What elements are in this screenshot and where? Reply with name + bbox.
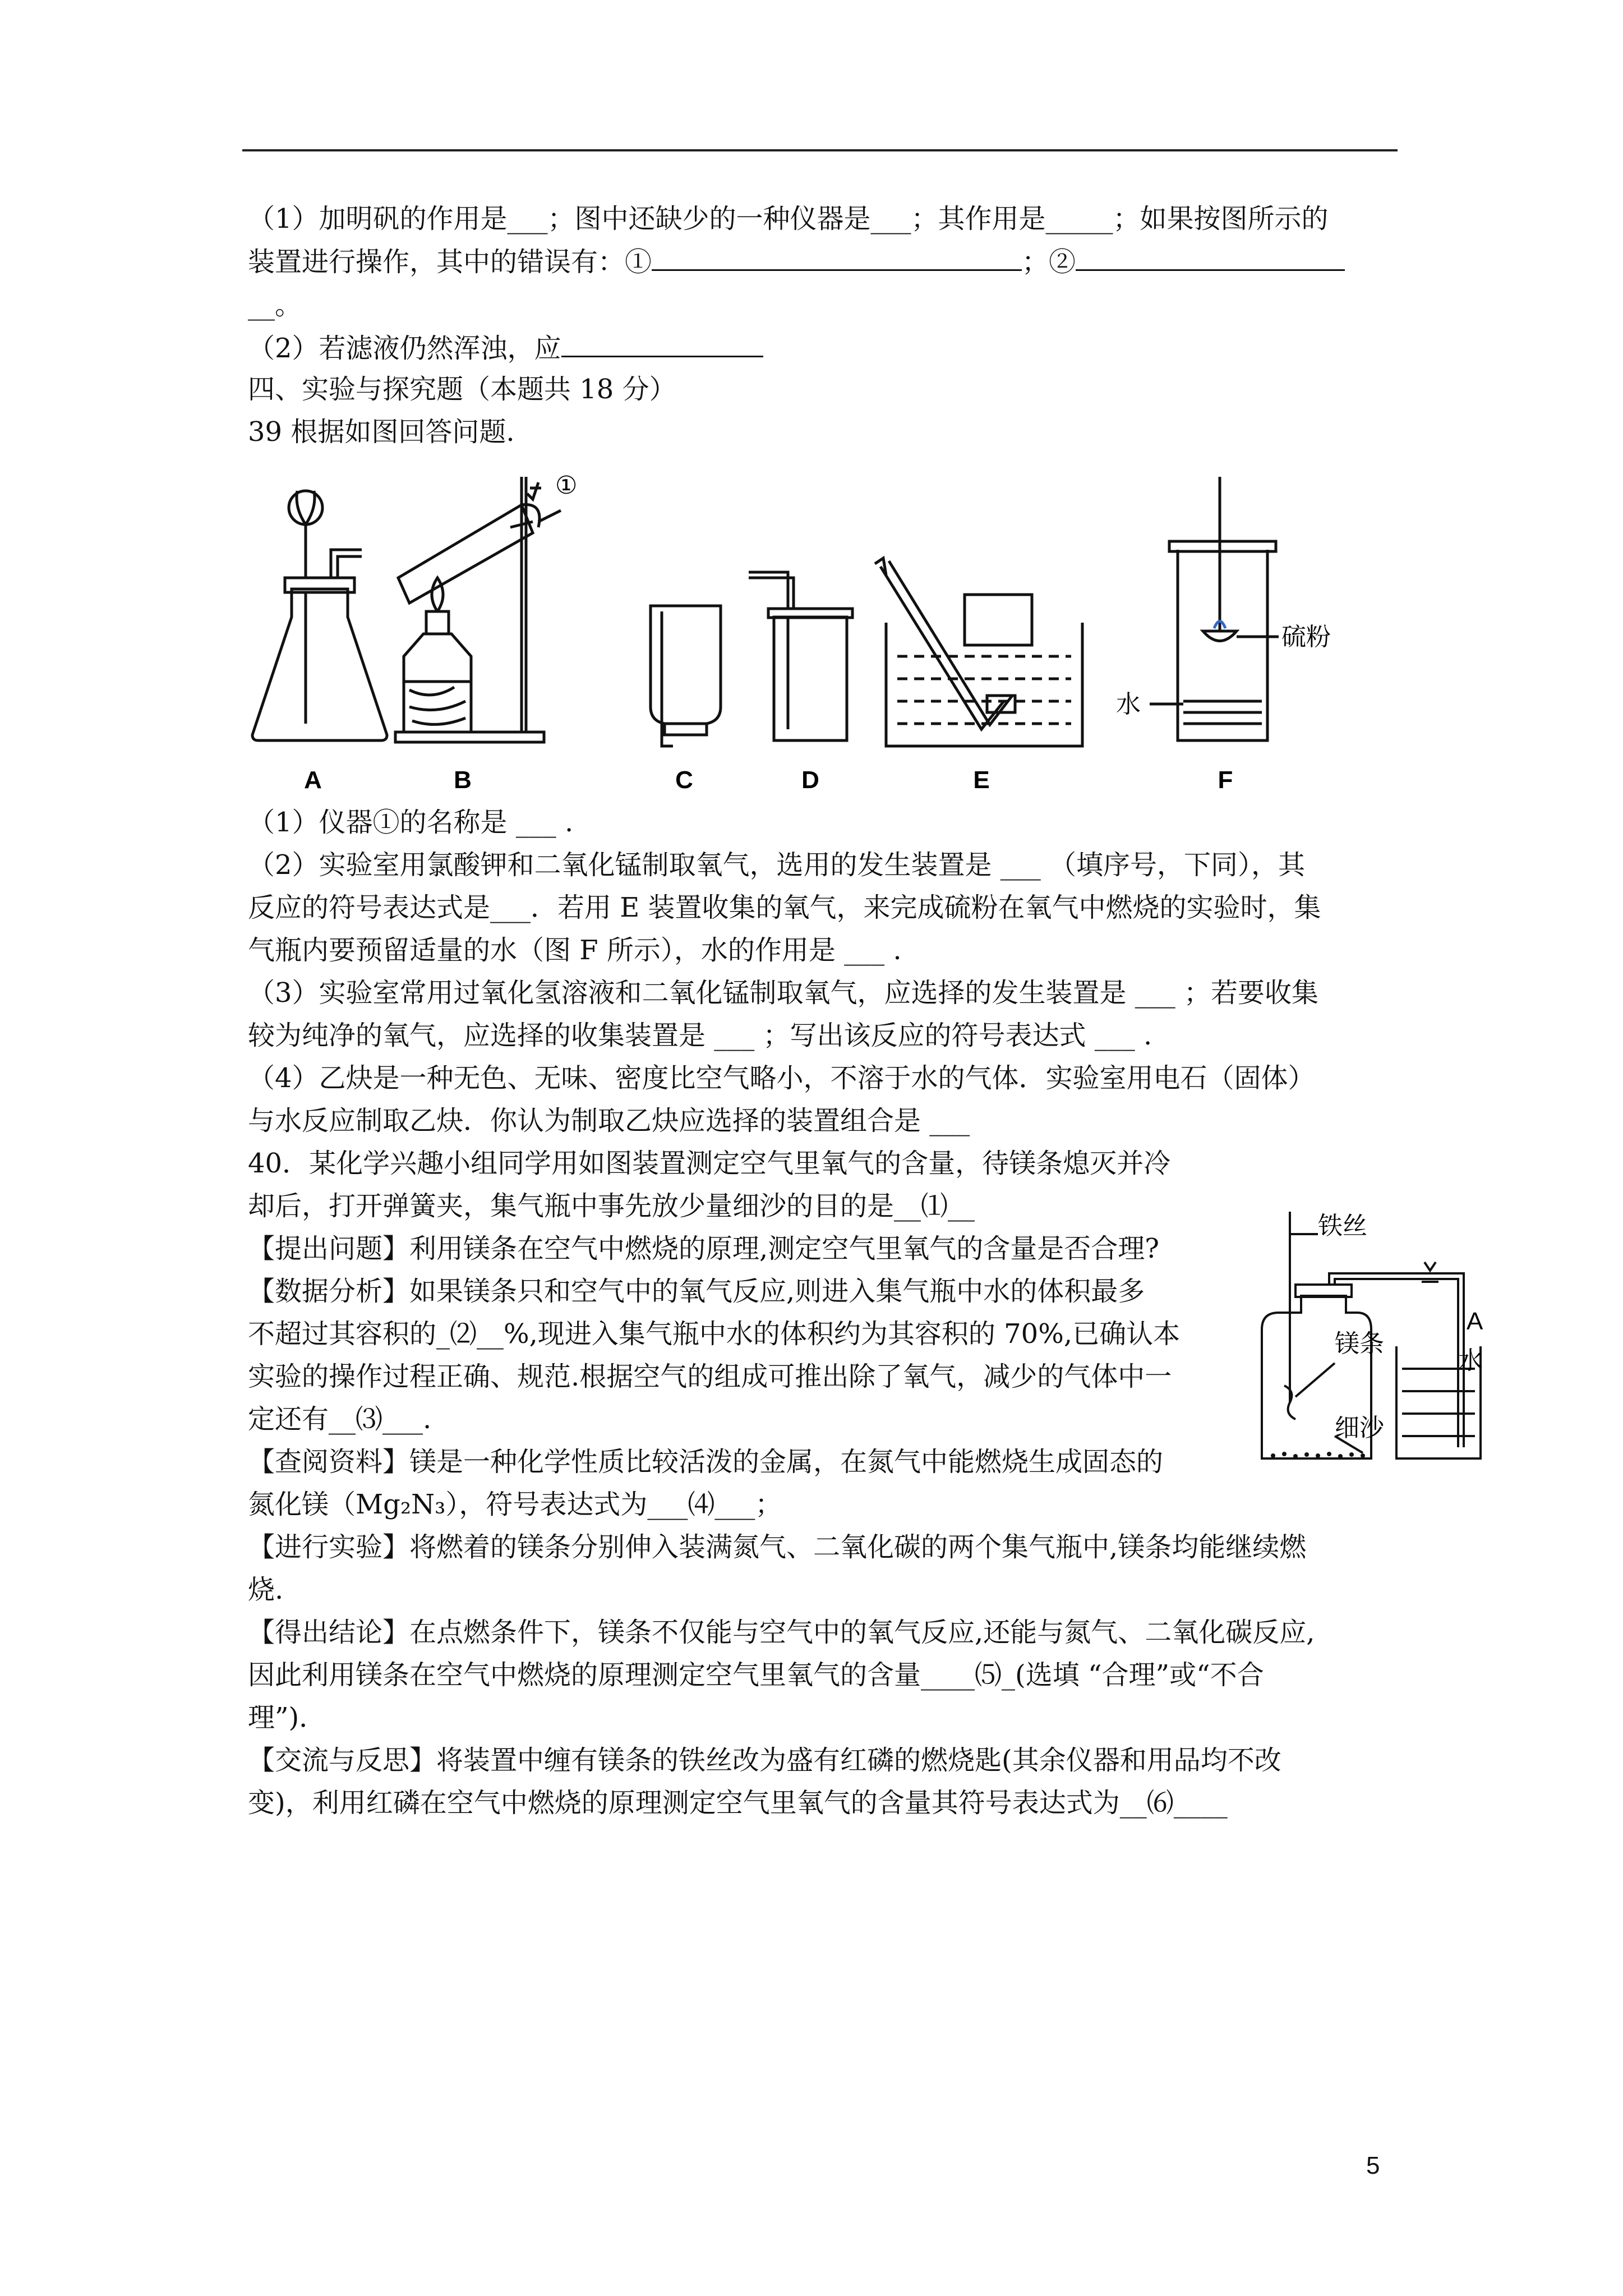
marker-label: ① <box>555 472 578 499</box>
answer-blank[interactable] <box>652 245 1022 271</box>
apparatus-label-e: E <box>973 766 990 794</box>
apparatus-a <box>252 491 387 740</box>
apparatus-f <box>1150 477 1279 740</box>
apparatus-label-b: B <box>454 766 472 794</box>
q39-p3a: （3）实验室常用过氧化氢溶液和二氧化锰制取氧气，应选择的发生装置是 ___ ；若要收集 <box>248 977 1319 1009</box>
q39-p2a: （2）实验室用氯酸钾和二氧化锰制取氧气，选用的发生装置是 ___ （填序号，下同），其 <box>248 849 1306 881</box>
q38-line2 <box>248 245 1345 279</box>
q38-line2-text2: ；② <box>1022 246 1076 278</box>
q38-line1: （1）加明矾的作用是___；图中还缺少的一种仪器是___；其作用是_____；如果按图所示的 <box>248 203 1329 234</box>
q40-l1: 40．某化学兴趣小组同学用如图装置测定空气里氧气的含量，待镁条熄灭并冷 <box>248 1148 1171 1179</box>
q40-l14: 理”)． <box>248 1702 326 1733</box>
apparatus-label-a: A <box>304 766 322 794</box>
q40-l7: 定还有__⑶___. <box>248 1404 432 1435</box>
apparatus-label-f: F <box>1218 766 1233 794</box>
apparatus-b <box>395 477 561 742</box>
water-label: 水 <box>1116 690 1141 719</box>
apparatus-c <box>651 606 721 746</box>
apparatus-d <box>749 572 852 740</box>
fig-sand-label: 细沙 <box>1335 1414 1384 1442</box>
q40-l15: 【交流与反思】将装置中缠有镁条的铁丝改为盛有红磷的燃烧匙(其余仪器和用品均不改 <box>248 1745 1281 1776</box>
q39-p2b: 反应的符号表达式是___．若用 E 装置收集的氧气，来完成硫粉在氧气中燃烧的实验时，集 <box>248 892 1321 923</box>
q39-apparatus-figure <box>241 466 1436 797</box>
q39-p4b: 与水反应制取乙炔．你认为制取乙炔应选择的装置组合是 ___ <box>248 1105 970 1137</box>
q40-l11: 烧. <box>248 1574 284 1605</box>
q40-l2: 却后，打开弹簧夹，集气瓶中事先放少量细沙的目的是__⑴__ <box>248 1190 975 1222</box>
q39-p2c: 气瓶内要预留适量的水（图 F 所示），水的作用是 ___ . <box>248 935 902 966</box>
q38-line3: __。 <box>248 289 302 321</box>
fig-a-label: A <box>1467 1308 1483 1335</box>
fig-water-label: 水 <box>1458 1346 1483 1375</box>
q40-l4: 【数据分析】如果镁条只和空气中的氧气反应,则进入集气瓶中水的体积最多 <box>248 1276 1145 1307</box>
q40-l6: 实验的操作过程正确、规范.根据空气的组成可推出除了氧气，减少的气体中一 <box>248 1361 1172 1392</box>
answer-blank[interactable] <box>1076 245 1345 271</box>
q39-p4a: （4）乙炔是一种无色、无味、密度比空气略小，不溶于水的气体．实验室用电石（固体） <box>248 1062 1315 1094</box>
apparatus-label-c: C <box>675 766 693 794</box>
q40-l10: 【进行实验】将燃着的镁条分别伸入装满氮气、二氧化碳的两个集气瓶中,镁条均能继续燃 <box>248 1531 1307 1563</box>
apparatus-e <box>875 558 1082 746</box>
q39-p1: （1）仪器①的名称是 ___ . <box>248 807 574 838</box>
q39-title: 39 根据如图回答问题. <box>248 416 515 448</box>
q40-l8: 【查阅资料】镁是一种化学性质比较活泼的金属，在氮气中能燃烧生成固态的 <box>248 1446 1164 1478</box>
q39-p3b: 较为纯净的氧气，应选择的收集装置是 ___ ；写出该反应的符号表达式 ___ . <box>248 1020 1152 1051</box>
answer-blank[interactable] <box>561 331 763 357</box>
header-rule <box>242 149 1398 151</box>
q40-apparatus-figure <box>1251 1200 1486 1475</box>
sulfur-label: 硫粉 <box>1281 623 1331 651</box>
q38-line4-text: （2）若滤液仍然浑浊，应 <box>248 333 561 364</box>
page-number: 5 <box>1366 2152 1380 2179</box>
q40-l3: 【提出问题】利用镁条在空气中燃烧的原理,测定空气里氧气的含量是否合理? <box>248 1233 1159 1264</box>
q38-line4 <box>248 331 763 365</box>
q40-l16: 变)，利用红磷在空气中燃烧的原理测定空气里氧气的含量其符号表达式为__⑹____ <box>248 1787 1228 1819</box>
q38-line2-text: 装置进行操作，其中的错误有：① <box>248 246 652 278</box>
fig-strip-label: 镁条 <box>1335 1329 1384 1358</box>
q40-l13: 因此利用镁条在空气中燃烧的原理测定空气里氧气的含量____⑸_(选填 “合理”或“不合 <box>248 1659 1264 1691</box>
q40-l12: 【得出结论】在点燃条件下，镁条不仅能与空气中的氧气反应,还能与氮气、二氧化碳反应, <box>248 1617 1315 1648</box>
q40-l5: 不超过其容积的_⑵__%,现进入集气瓶中水的体积约为其容积的 70%,已确认本 <box>248 1318 1181 1350</box>
apparatus-label-d: D <box>801 766 819 794</box>
fig-wire-label: 铁丝 <box>1318 1212 1367 1240</box>
section-title: 四、实验与探究题（本题共 18 分） <box>248 374 676 405</box>
q40-l9: 氮化镁（Mg₂N₃），符号表达式为___⑷___； <box>248 1489 782 1520</box>
